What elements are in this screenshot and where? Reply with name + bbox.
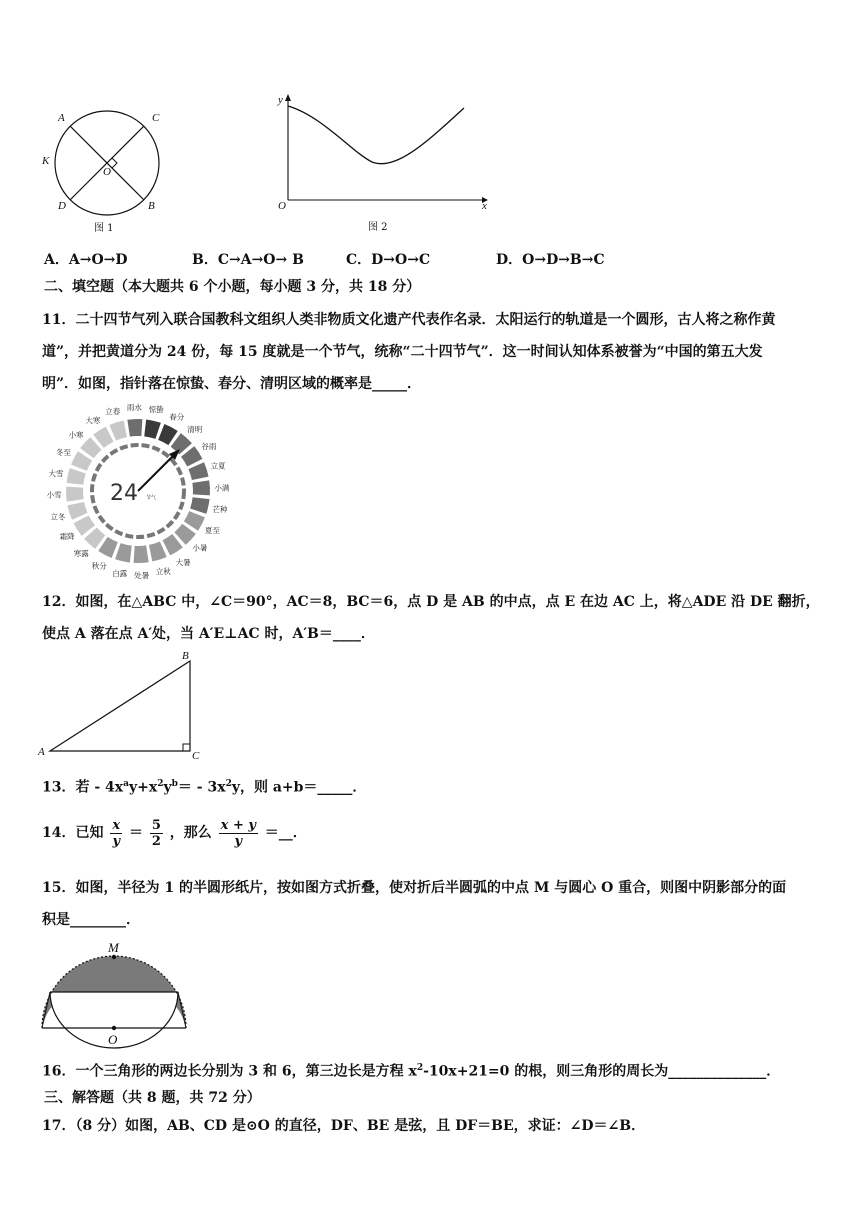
label-m: M <box>108 940 119 955</box>
axis-x-label: x <box>482 200 487 212</box>
solar-term-label: 立春 <box>105 406 121 416</box>
solar-term-label: 小满 <box>214 483 230 493</box>
q14-text: 14．已知 $\frac{x}{y}$ ＝ $\frac{5}{2}$ ，那么 $\frac{x + y}{y}$ ＝__． <box>42 817 307 849</box>
label-k: K <box>42 155 50 167</box>
q12-line-1: 12．如图，在△ABC 中，∠C＝90°，AC＝8，BC＝6，点 D 是 AB 的中点，点 E 在边 AC 上，将△ADE 沿 DE 翻折， <box>42 594 820 610</box>
solar-term-segment <box>127 419 142 437</box>
solar-term-label: 惊蛰 <box>148 404 164 414</box>
solar-term-label: 小寒 <box>68 430 84 440</box>
solar-term-label: 小雪 <box>46 490 62 500</box>
figure-2-caption: 图 2 <box>368 222 388 233</box>
solar-term-segment <box>144 419 161 438</box>
solar-term-label: 白露 <box>112 569 128 579</box>
solar-term-label: 大寒 <box>85 416 101 426</box>
semicircle-figure <box>36 938 196 1050</box>
solar-terms-svg <box>40 403 240 583</box>
q11-line-2: 道”，并把黄道分为 24 份，每 15 度就是一个节气，统称“二十四节气”．这一时间认知体系被誉为“中国的第五大发 <box>42 344 763 360</box>
solar-term-label: 立冬 <box>50 512 66 522</box>
solar-term-segment <box>115 543 132 562</box>
triangle-drawing <box>36 650 206 765</box>
solar-term-label: 春分 <box>169 412 185 422</box>
wheel-center-number: 24 <box>110 481 138 506</box>
figure-1 <box>36 108 176 238</box>
solar-term-label: 秋分 <box>91 561 107 571</box>
solar-term-segment <box>149 541 167 561</box>
triangle-figure <box>36 650 206 765</box>
label-a: A <box>58 112 65 124</box>
q12-line-2: 使点 A 落在点 A′处，当 A′E⊥AC 时，A′B＝____． <box>42 626 375 642</box>
q17-text: 17．（8 分）如图，AB、CD 是⊙O 的直径，DF、BE 是弦，且 DF＝BE，求证：∠D＝∠B． <box>42 1118 646 1134</box>
solar-term-label: 大暑 <box>175 557 191 567</box>
option-d: D．O→D→B→C <box>496 252 605 268</box>
fraction-5-over-2: $\frac{5}{2}$ <box>151 817 161 849</box>
figure-2 <box>272 92 492 242</box>
q13-text: 13．若 - $4x^ay+x^2y^b= - 3x^2y$，则 a+b＝_____． <box>42 779 367 796</box>
solar-term-segment <box>188 462 208 480</box>
solar-term-label: 芒种 <box>212 505 228 515</box>
label-o-semicircle: O <box>108 1032 118 1047</box>
solar-term-segment <box>190 497 209 514</box>
label-d: D <box>58 200 66 212</box>
solar-term-label: 雨水 <box>126 403 142 413</box>
solar-term-segment <box>66 468 85 485</box>
solar-terms-wheel <box>40 403 240 583</box>
triangle-label-a: A <box>38 746 45 758</box>
solar-term-segment <box>67 502 87 520</box>
origin-label: O <box>278 200 286 212</box>
wheel-center-sub: 节气 <box>146 495 157 501</box>
solar-term-segment <box>109 420 127 440</box>
solar-term-label: 处暑 <box>134 570 150 580</box>
solar-term-segment <box>66 487 84 502</box>
solar-term-label: 立夏 <box>210 461 226 471</box>
label-o: O <box>103 166 111 178</box>
solar-term-label: 霜降 <box>59 532 75 542</box>
q11-line-1: 11．二十四节气列入联合国教科文组织人类非物质文化遗产代表作名录．太阳运行的轨道是一个圆形，古人将之称作黄 <box>42 312 776 328</box>
solar-term-label: 夏至 <box>205 525 221 535</box>
fraction-xy-over-y: $\frac{x + y}{y}$ <box>220 817 256 849</box>
pointer-needle <box>138 455 174 491</box>
solar-term-label: 冬至 <box>55 448 71 458</box>
triangle-label-c: C <box>192 750 200 762</box>
fraction-x-over-y: $\frac{x}{y}$ <box>112 817 121 849</box>
solar-term-segment <box>192 480 210 495</box>
solar-term-label: 清明 <box>187 425 203 435</box>
triangle-label-b: B <box>182 650 189 662</box>
solar-term-label: 谷雨 <box>201 441 217 451</box>
option-a: A．A→O→D <box>44 252 128 268</box>
q11-line-3: 明”．如图，指针落在惊蛰、春分、清明区域的概率是_____． <box>42 376 422 392</box>
q15-line-2: 积是________． <box>42 912 140 928</box>
label-b: B <box>148 200 155 212</box>
solar-term-label: 寒露 <box>73 548 89 558</box>
figure-1-caption: 图 1 <box>94 223 114 234</box>
solar-term-label: 大雪 <box>48 468 64 478</box>
solar-term-segment <box>134 545 149 563</box>
q15-line-1: 15．如图，半径为 1 的半圆形纸片，按如图方式折叠，使对折后半圆弧的中点 M 与圆心 O 重合，则图中阴影部分的面 <box>42 880 787 896</box>
solar-term-label: 小暑 <box>192 543 208 553</box>
solar-term-label: 立秋 <box>155 567 171 577</box>
section-2-heading: 二、填空题（本大题共 6 个小题，每小题 3 分，共 18 分） <box>44 279 421 295</box>
option-b: B．C→A→O→ B <box>192 252 304 268</box>
axis-y-label: y <box>278 94 283 106</box>
label-c: C <box>152 112 160 124</box>
section-3-heading: 三、解答题（共 8 题，共 72 分） <box>44 1090 261 1106</box>
q16-text: 16．一个三角形的两边长分别为 3 和 6，第三边长是方程 $x^2-10x+21=0$ 的根，则三角形的周长为______________． <box>42 1063 781 1080</box>
option-c: C．D→O→C <box>346 252 431 268</box>
